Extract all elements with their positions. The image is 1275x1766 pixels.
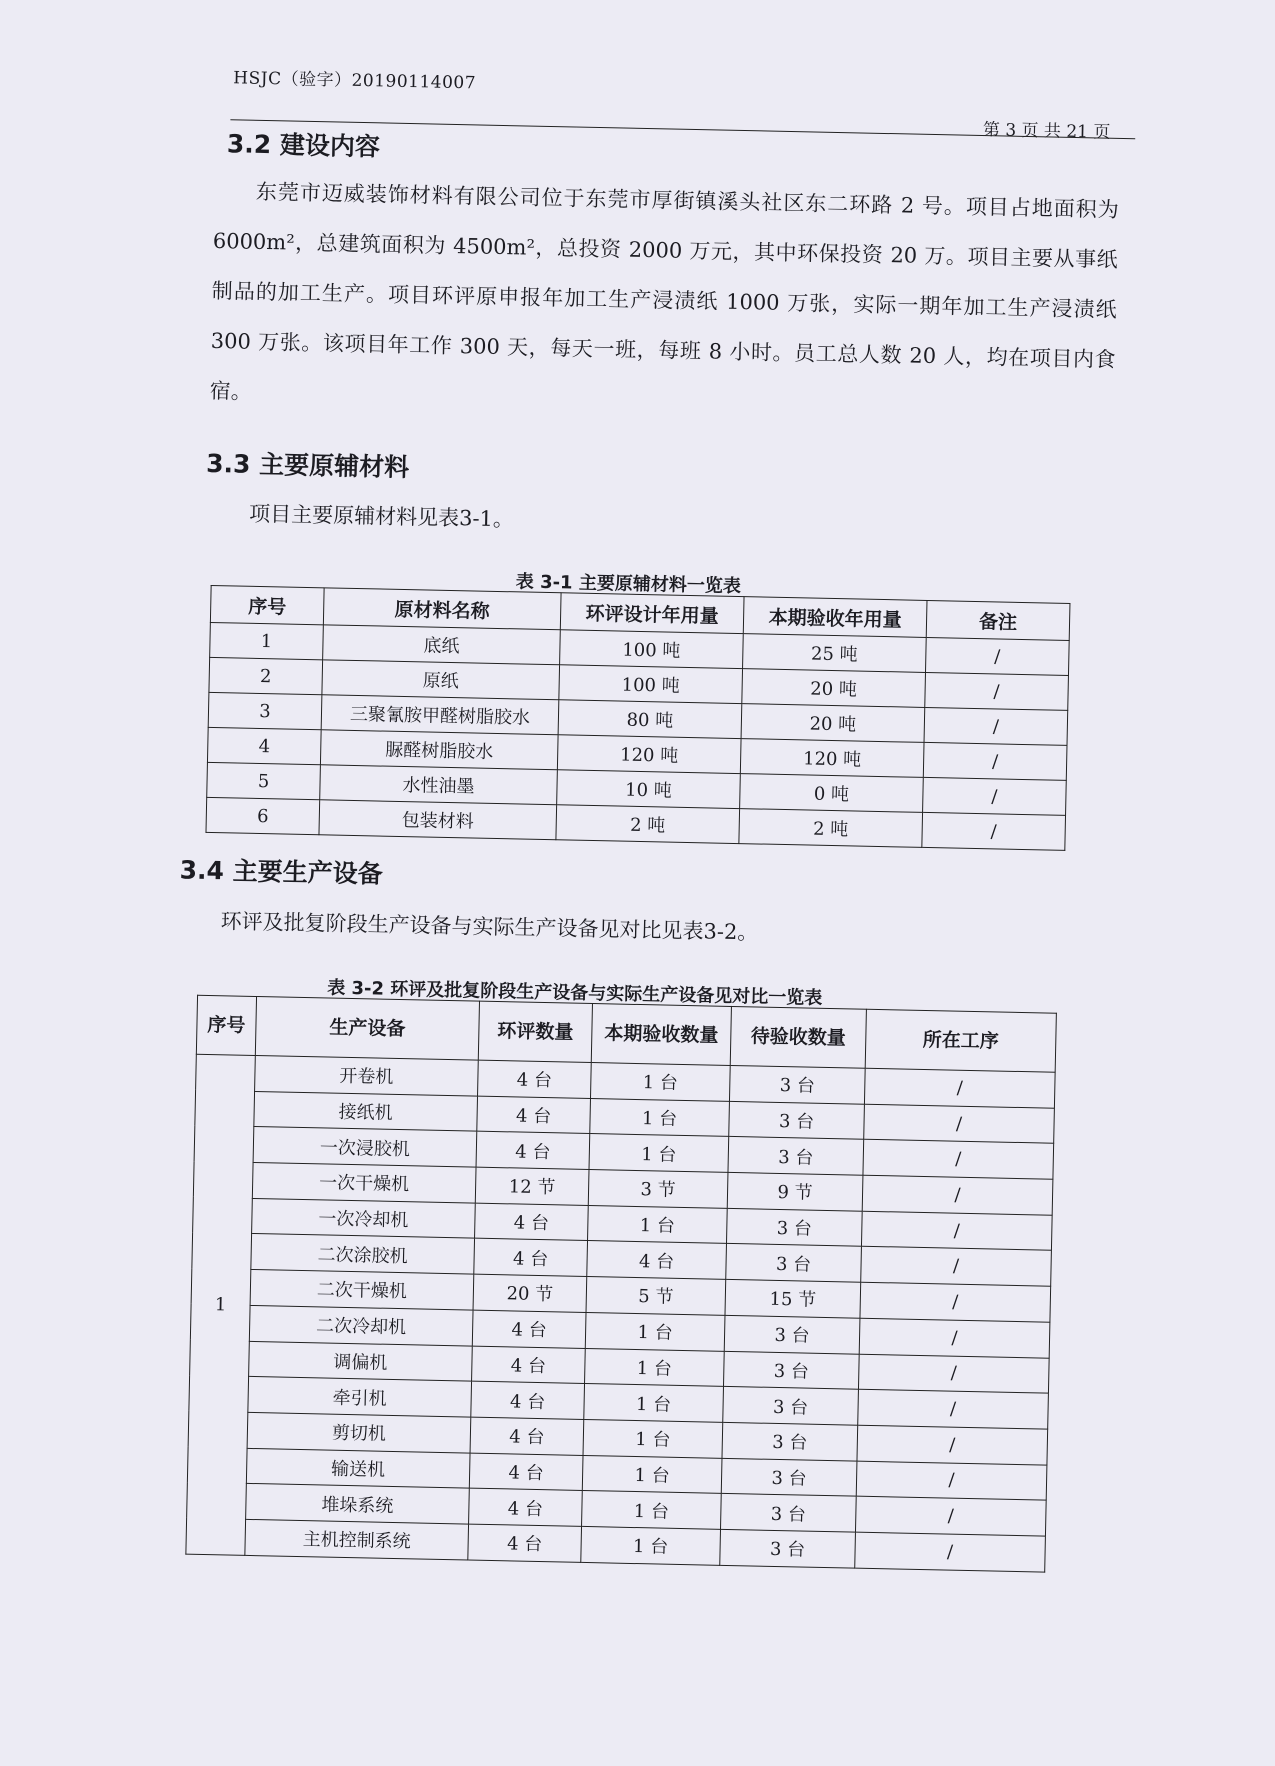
table-cell: 一次浸胶机 xyxy=(253,1127,477,1167)
section-3-3-intro: 项目主要原辅材料见表3-1。 xyxy=(248,501,515,532)
table-cell: 水性油墨 xyxy=(320,765,558,805)
table-cell: 25 吨 xyxy=(743,634,927,673)
table-cell: 120 吨 xyxy=(740,739,924,778)
table-cell: 3 节 xyxy=(588,1170,728,1209)
table-cell: 4 台 xyxy=(469,1453,583,1491)
table-cell: 3 台 xyxy=(721,1458,857,1497)
table-cell: 3 台 xyxy=(721,1494,857,1533)
document-id: HSJC（验字）20190114007 xyxy=(233,68,477,94)
table-cell: 120 吨 xyxy=(557,735,741,774)
table-cell: 1 台 xyxy=(591,1063,731,1102)
table-cell: / xyxy=(860,1282,1051,1322)
page-number: 第 3 页 共 21 页 xyxy=(982,120,1111,143)
table-cell: 底纸 xyxy=(323,625,561,665)
column-header: 本期验收数量 xyxy=(591,1004,731,1066)
table-cell: 二次涂胶机 xyxy=(251,1234,475,1274)
table-cell: / xyxy=(924,707,1068,745)
column-header: 原材料名称 xyxy=(323,588,561,630)
table-cell: 1 台 xyxy=(585,1312,725,1351)
table-cell: / xyxy=(861,1247,1052,1287)
table-cell: / xyxy=(925,637,1069,675)
table-cell: 3 台 xyxy=(728,1137,864,1176)
table-cell: 4 台 xyxy=(470,1417,584,1455)
table-cell: 4 台 xyxy=(477,1096,591,1134)
table-cell: 3 台 xyxy=(723,1387,859,1426)
table-cell: / xyxy=(925,672,1069,710)
table-cell: / xyxy=(855,1532,1046,1572)
table-cell: 1 台 xyxy=(589,1134,729,1173)
table-cell: / xyxy=(856,1461,1047,1501)
table-cell: 5 节 xyxy=(586,1277,726,1316)
table-cell: / xyxy=(923,742,1067,780)
table-cell: / xyxy=(922,812,1066,850)
table-cell: 开卷机 xyxy=(255,1055,479,1095)
table-cell: 1 台 xyxy=(588,1205,728,1244)
table-cell: 9 节 xyxy=(727,1172,863,1211)
table-cell: 3 xyxy=(208,692,322,729)
table-cell: 15 节 xyxy=(725,1280,861,1319)
table-cell: 4 台 xyxy=(476,1132,590,1170)
table-cell: / xyxy=(863,1140,1054,1180)
table-3-2 xyxy=(185,995,1057,1573)
table-cell: 2 吨 xyxy=(556,805,740,844)
table-cell: 牵引机 xyxy=(248,1377,472,1417)
table-cell: 5 xyxy=(207,762,321,799)
table-cell: / xyxy=(864,1068,1055,1108)
table-cell: 脲醛树脂胶水 xyxy=(320,730,558,770)
table-cell: 1 台 xyxy=(583,1419,723,1458)
table-3-2-caption: 表 3-2 环评及批复阶段生产设备与实际生产设备见对比一览表 xyxy=(327,977,823,1009)
table-cell: 3 台 xyxy=(729,1101,865,1140)
table-cell: 1 xyxy=(210,622,324,659)
table-cell: / xyxy=(864,1104,1055,1144)
table-cell: / xyxy=(859,1318,1050,1358)
table-cell: / xyxy=(861,1211,1052,1251)
table-cell: 20 吨 xyxy=(742,669,926,708)
table-3-1-caption: 表 3-1 主要原辅材料一览表 xyxy=(515,571,742,598)
table-cell: / xyxy=(858,1389,1049,1429)
table-3-1 xyxy=(205,585,1070,851)
table-cell: 80 吨 xyxy=(558,700,742,739)
table-cell: 1 台 xyxy=(590,1098,730,1137)
column-header: 生产设备 xyxy=(255,996,479,1060)
column-header: 所在工序 xyxy=(865,1009,1056,1072)
table-cell: 4 xyxy=(207,727,321,764)
column-header: 待验收数量 xyxy=(730,1006,866,1068)
table-cell: / xyxy=(855,1496,1046,1536)
table-cell: 3 台 xyxy=(720,1529,856,1568)
column-header: 序号 xyxy=(196,995,256,1055)
table-cell: 一次冷却机 xyxy=(252,1198,476,1238)
table-cell: 1 台 xyxy=(585,1348,725,1387)
table-cell: 主机控制系统 xyxy=(245,1519,469,1559)
table-cell: 4 台 xyxy=(471,1381,585,1419)
table-cell: 4 台 xyxy=(472,1346,586,1384)
table-cell: 输送机 xyxy=(246,1448,470,1488)
table-cell: 调偏机 xyxy=(249,1341,473,1381)
table-cell: 二次干燥机 xyxy=(250,1270,474,1310)
table-cell: 二次冷却机 xyxy=(249,1305,473,1345)
table-cell: 20 节 xyxy=(473,1274,587,1312)
table-cell: 4 台 xyxy=(475,1203,589,1241)
column-header: 本期验收年用量 xyxy=(743,597,927,638)
table-cell: 100 吨 xyxy=(560,630,744,669)
table-cell: / xyxy=(862,1175,1053,1215)
table-cell: 堆垛系统 xyxy=(246,1484,470,1524)
column-header: 环评数量 xyxy=(478,1001,592,1062)
table-cell: 4 台 xyxy=(587,1241,727,1280)
table-cell: 12 节 xyxy=(475,1167,589,1205)
table-cell: 4 台 xyxy=(474,1239,588,1277)
table-cell: / xyxy=(857,1425,1048,1465)
section-heading-3-3: 3.3 主要原辅材料 xyxy=(205,448,410,483)
table-cell: 1 台 xyxy=(582,1455,722,1494)
table-cell: 10 吨 xyxy=(557,770,741,809)
table-cell: 4 台 xyxy=(469,1488,583,1526)
table-cell: 原纸 xyxy=(322,660,560,700)
table-cell: 3 台 xyxy=(724,1315,860,1354)
table-cell: / xyxy=(923,777,1067,815)
column-header: 备注 xyxy=(926,600,1070,640)
table-cell: 4 台 xyxy=(472,1310,586,1348)
table-cell: 1 台 xyxy=(584,1384,724,1423)
table-cell: 3 台 xyxy=(723,1351,859,1390)
table-cell: 20 吨 xyxy=(741,704,925,743)
table-cell: 1 台 xyxy=(582,1491,722,1530)
table-cell: 包装材料 xyxy=(319,800,557,840)
table-cell: 1 台 xyxy=(581,1526,721,1565)
table-cell: 剪切机 xyxy=(247,1412,471,1452)
table-cell: 4 台 xyxy=(478,1060,592,1098)
table-cell: 3 台 xyxy=(726,1244,862,1283)
section-heading-3-2: 3.2 建设内容 xyxy=(226,129,381,162)
section-3-4-intro: 环评及批复阶段生产设备与实际生产设备见对比见表3-2。 xyxy=(220,909,759,945)
column-header: 序号 xyxy=(210,585,324,624)
column-header: 环评设计年用量 xyxy=(560,593,744,634)
table-cell: 3 台 xyxy=(726,1208,862,1247)
section-heading-3-4: 3.4 主要生产设备 xyxy=(179,855,383,889)
table-cell: 接纸机 xyxy=(254,1091,478,1131)
table-cell: 100 吨 xyxy=(559,665,743,704)
table-cell: 3 台 xyxy=(722,1422,858,1461)
section-3-2-paragraph: 东莞市迈威装饰材料有限公司位于东莞市厚街镇溪头社区东二环路 2 号。项目占地面积为 6000m²，总建筑面积为 4500m²，总投资 2000 万元，其中环保投资 20 万。项目主要从事纸制品的加工生产。项目环评原申报年加工生产浸渍纸 1000 万张，实际一期年加工生产浸渍纸 300 万张。该项目年工作 300 天，每天一班，每班 8 小时。员工总人数 20 人，均在项目内食宿。 xyxy=(209,179,1119,404)
table-cell: 0 吨 xyxy=(740,774,924,813)
table-cell: 一次干燥机 xyxy=(252,1163,476,1203)
table-cell: 2 吨 xyxy=(739,809,923,848)
table-cell: 6 xyxy=(206,797,320,834)
table-cell: 2 xyxy=(209,657,323,694)
group-number-cell: 1 xyxy=(186,1054,255,1555)
table-cell: / xyxy=(858,1354,1049,1394)
table-cell: 三聚氰胺甲醛树脂胶水 xyxy=(321,695,559,735)
table-cell: 3 台 xyxy=(729,1065,865,1104)
table-cell: 4 台 xyxy=(468,1524,582,1562)
